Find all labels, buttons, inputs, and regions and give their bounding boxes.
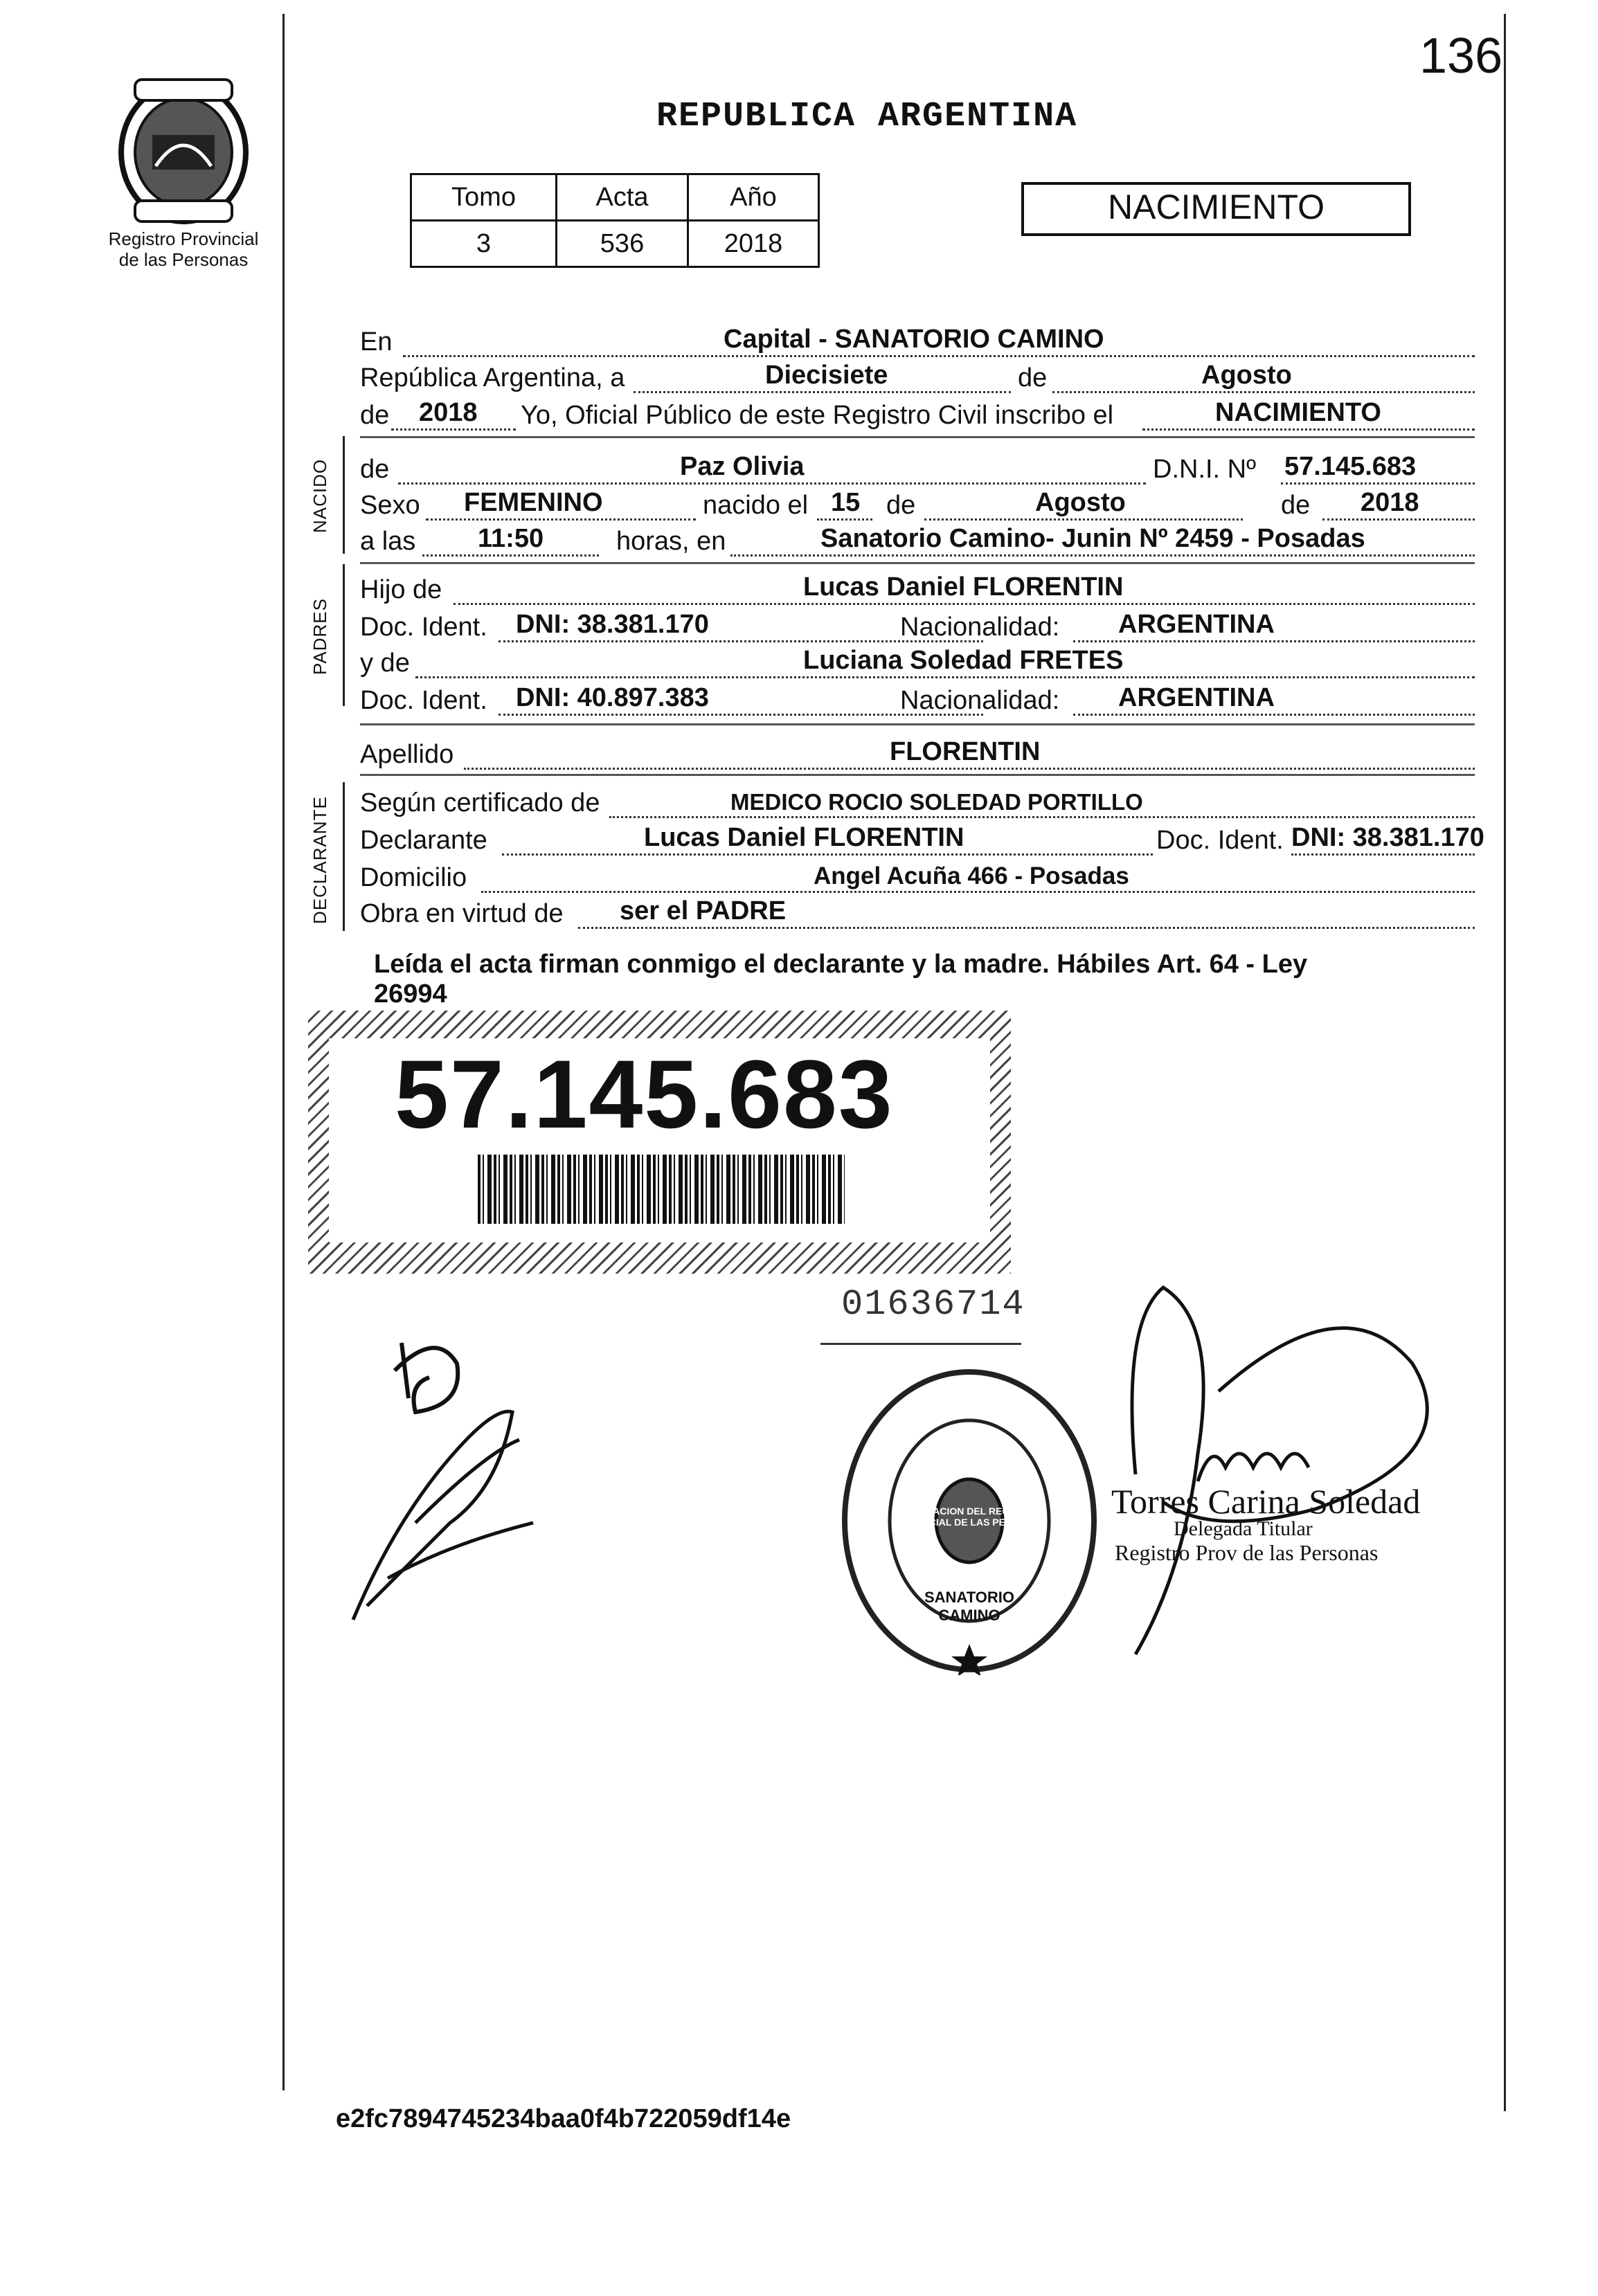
value-acta: 536 bbox=[557, 221, 688, 267]
value-nac-anio: 2018 bbox=[1361, 488, 1419, 517]
label-nombre-de: de bbox=[360, 455, 390, 484]
value-domicilio: Angel Acuña 466 - Posadas bbox=[814, 862, 1129, 889]
label-y-de: y de bbox=[360, 649, 410, 678]
label-de3: de bbox=[886, 491, 916, 520]
value-madre-doc: DNI: 40.897.383 bbox=[516, 683, 709, 712]
label-sexo: Sexo bbox=[360, 491, 420, 520]
label-nacionalidad2: Nacionalidad: bbox=[900, 686, 1060, 715]
label-dni: D.N.I. Nº bbox=[1153, 455, 1256, 484]
registry-name: Registro Provincial de las Personas bbox=[108, 228, 259, 270]
stamp-inner-text: SANATORIO CAMINO bbox=[924, 1589, 1014, 1624]
barcode bbox=[478, 1155, 845, 1224]
separator bbox=[360, 436, 1475, 438]
closing-note bbox=[374, 950, 1468, 1009]
label-horas-en: horas, en bbox=[616, 527, 726, 556]
value-tomo: 3 bbox=[411, 221, 557, 267]
label-nacido-el: nacido el bbox=[703, 491, 809, 520]
serial-underline bbox=[820, 1343, 1021, 1345]
record-table bbox=[410, 173, 820, 268]
dni-sticker bbox=[308, 1011, 1011, 1274]
value-lugar-nac: Sanatorio Camino- Junin Nº 2459 - Posadas bbox=[820, 524, 1365, 553]
label-declarante: Declarante bbox=[360, 826, 487, 855]
label-republica: República Argentina, a bbox=[360, 363, 625, 392]
value-madre-nac: ARGENTINA bbox=[1118, 683, 1275, 712]
value-nac-mes: Agosto bbox=[1035, 488, 1126, 517]
row-domicilio bbox=[360, 860, 1475, 894]
separator bbox=[360, 723, 1475, 725]
value-tipo: NACIMIENTO bbox=[1215, 398, 1381, 427]
document-hash: e2fc7894745234baa0f4b722059df14e bbox=[336, 2104, 791, 2133]
official-name: Torres Carina Soledad bbox=[1111, 1482, 1421, 1521]
label-a-las: a las bbox=[360, 527, 416, 556]
page-number: 136 bbox=[1419, 28, 1503, 84]
stamp-outer-text: DELEGACION DEL REGISTRO PROVINCIAL DE LAS PERSONAS bbox=[892, 1506, 1047, 1528]
official-title: Delegada Titular bbox=[1174, 1517, 1313, 1540]
value-nombre: Paz Olivia bbox=[680, 452, 805, 481]
label-domicilio: Domicilio bbox=[360, 863, 467, 892]
separator bbox=[360, 774, 1475, 776]
row-declarante bbox=[360, 822, 1484, 857]
value-anio: 2018 bbox=[688, 221, 819, 267]
value-padre: Lucas Daniel FLORENTIN bbox=[803, 572, 1124, 602]
row-padre-doc bbox=[360, 609, 1475, 644]
separator bbox=[360, 562, 1475, 564]
section-bar-nacido bbox=[343, 436, 345, 554]
sticker-number: 57.145.683 bbox=[395, 1040, 894, 1148]
value-padre-doc: DNI: 38.381.170 bbox=[516, 610, 709, 639]
value-madre: Luciana Soledad FRETES bbox=[803, 646, 1124, 675]
label-de2: de bbox=[360, 401, 390, 430]
label-yo: Yo, Oficial Público de este Registro Civil inscribo el bbox=[521, 401, 1114, 430]
section-label-padres: PADRES bbox=[309, 598, 330, 675]
left-margin-line bbox=[282, 14, 285, 2090]
row-en bbox=[360, 324, 1475, 359]
value-obra: ser el PADRE bbox=[620, 896, 787, 925]
header-anio: Año bbox=[688, 174, 819, 221]
row-hora bbox=[360, 523, 1475, 558]
row-padre bbox=[360, 572, 1475, 606]
label-apellido: Apellido bbox=[360, 740, 454, 769]
label-en: En bbox=[360, 327, 393, 356]
label-hijo-de: Hijo de bbox=[360, 575, 442, 604]
header-acta: Acta bbox=[557, 174, 688, 221]
value-anio: 2018 bbox=[419, 398, 478, 427]
header-tomo: Tomo bbox=[411, 174, 557, 221]
value-padre-nac: ARGENTINA bbox=[1118, 610, 1275, 639]
declarant-signature bbox=[346, 1315, 568, 1634]
section-label-declarante: DECLARANTE bbox=[309, 796, 330, 924]
label-segun: Según certificado de bbox=[360, 788, 600, 817]
row-obra bbox=[360, 896, 1475, 930]
label-obra: Obra en virtud de bbox=[360, 899, 564, 928]
closing-note-line2: 26994 bbox=[374, 979, 447, 1009]
province-logo bbox=[114, 76, 253, 225]
closing-note-line1: Leída el acta firman conmigo el declarante y la madre. Hábiles Art. 64 - Ley bbox=[374, 950, 1308, 979]
row-sexo bbox=[360, 487, 1475, 522]
row-nombre bbox=[360, 451, 1475, 486]
value-apellido: FLORENTIN bbox=[890, 737, 1041, 766]
label-de4: de bbox=[1281, 491, 1311, 520]
label-doc-ident3: Doc. Ident. bbox=[1156, 826, 1284, 855]
right-margin-line bbox=[1504, 14, 1506, 2111]
row-apellido bbox=[360, 736, 1475, 771]
value-dni: 57.145.683 bbox=[1284, 452, 1417, 481]
official-office: Registro Prov de las Personas bbox=[1115, 1540, 1379, 1565]
row-certificado bbox=[360, 785, 1475, 820]
section-bar-declarante bbox=[343, 782, 345, 931]
section-label-nacido: NACIDO bbox=[309, 458, 330, 533]
serial-number: 01636714 bbox=[841, 1284, 1025, 1325]
value-certificado: MEDICO ROCIO SOLEDAD PORTILLO bbox=[730, 789, 1143, 815]
row-madre-doc bbox=[360, 683, 1475, 717]
value-declarante: Lucas Daniel FLORENTIN bbox=[644, 823, 964, 852]
row-inscribo bbox=[360, 397, 1475, 432]
value-lugar: Capital - SANATORIO CAMINO bbox=[724, 325, 1104, 354]
act-type-box: NACIMIENTO bbox=[1021, 182, 1411, 236]
label-doc-ident2: Doc. Ident. bbox=[360, 686, 487, 715]
value-nac-dia: 15 bbox=[831, 488, 861, 517]
label-doc-ident: Doc. Ident. bbox=[360, 613, 487, 642]
label-de: de bbox=[1018, 363, 1048, 392]
row-fecha bbox=[360, 360, 1475, 395]
country-title: REPUBLICA ARGENTINA bbox=[656, 97, 1078, 136]
label-nacionalidad: Nacionalidad: bbox=[900, 613, 1060, 642]
value-hora: 11:50 bbox=[478, 524, 544, 553]
value-mes: Agosto bbox=[1201, 361, 1292, 390]
value-declarante-doc: DNI: 38.381.170 bbox=[1291, 823, 1484, 852]
official-signature bbox=[1108, 1281, 1454, 1668]
value-sexo: FEMENINO bbox=[464, 488, 603, 517]
section-bar-padres bbox=[343, 564, 345, 706]
official-stamp bbox=[838, 1367, 1101, 1675]
value-dia: Diecisiete bbox=[765, 361, 888, 390]
row-madre bbox=[360, 645, 1475, 680]
